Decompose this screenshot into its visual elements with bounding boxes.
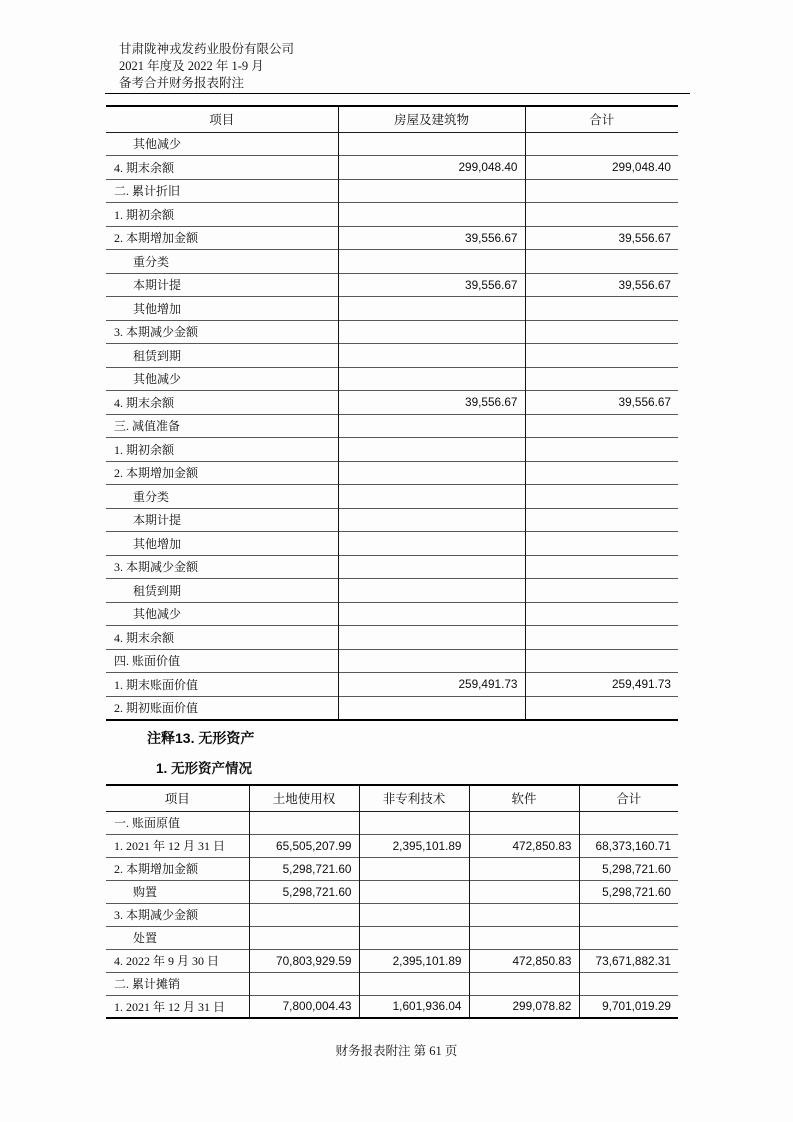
cell-value xyxy=(525,297,678,321)
row-label: 一. 账面原值 xyxy=(106,811,249,834)
cell-value xyxy=(338,367,525,391)
document-header xyxy=(119,41,294,92)
cell-value: 5,298,721.60 xyxy=(579,880,678,903)
table-row xyxy=(106,903,678,926)
row-label: 4. 期末余额 xyxy=(106,391,338,415)
table-row xyxy=(106,579,678,603)
cell-value: 9,701,019.29 xyxy=(579,995,678,1018)
cell-value xyxy=(359,880,469,903)
cell-value xyxy=(249,972,359,995)
row-label: 1. 期初余额 xyxy=(106,203,338,227)
table-row xyxy=(106,649,678,673)
cell-value xyxy=(525,485,678,509)
cell-value xyxy=(579,972,678,995)
row-label: 租赁到期 xyxy=(106,579,338,603)
table-row xyxy=(106,626,678,650)
cell-value xyxy=(338,532,525,556)
cell-value xyxy=(525,179,678,203)
cell-value: 39,556.67 xyxy=(525,226,678,250)
cell-value xyxy=(338,344,525,368)
report-title: 备考合并财务报表附注 xyxy=(119,76,245,90)
column-header: 合计 xyxy=(525,106,678,132)
cell-value: 39,556.67 xyxy=(338,273,525,297)
cell-value: 299,078.82 xyxy=(469,995,579,1018)
table-row xyxy=(106,485,678,509)
cell-value xyxy=(249,811,359,834)
cell-value xyxy=(338,649,525,673)
table-header-row xyxy=(106,106,678,132)
table-row xyxy=(106,344,678,368)
cell-value xyxy=(579,903,678,926)
cell-value xyxy=(525,414,678,438)
cell-value xyxy=(469,811,579,834)
row-label: 重分类 xyxy=(106,250,338,274)
row-label: 二. 累计折旧 xyxy=(106,179,338,203)
table-row xyxy=(106,972,678,995)
cell-value: 2,395,101.89 xyxy=(359,834,469,857)
cell-value xyxy=(249,903,359,926)
table-row xyxy=(106,926,678,949)
table-row xyxy=(106,857,678,880)
cell-value: 5,298,721.60 xyxy=(249,880,359,903)
table-row xyxy=(106,995,678,1018)
table-row xyxy=(106,273,678,297)
cell-value: 39,556.67 xyxy=(338,391,525,415)
row-label: 1. 期末账面价值 xyxy=(106,673,338,697)
header-divider-rule xyxy=(105,93,690,94)
cell-value xyxy=(338,508,525,532)
cell-value xyxy=(338,320,525,344)
table-row xyxy=(106,367,678,391)
cell-value xyxy=(469,926,579,949)
column-header: 项目 xyxy=(106,106,338,132)
row-label: 其他增加 xyxy=(106,532,338,556)
cell-value xyxy=(579,926,678,949)
column-header: 非专利技术 xyxy=(359,785,469,811)
section-subtitle-intangibles: 1. 无形资产情况 xyxy=(156,761,253,776)
cell-value xyxy=(338,250,525,274)
cell-value: 7,800,004.43 xyxy=(249,995,359,1018)
cell-value: 5,298,721.60 xyxy=(249,857,359,880)
section-title-note13: 注释13. 无形资产 xyxy=(147,730,255,746)
cell-value xyxy=(525,508,678,532)
cell-value: 2,395,101.89 xyxy=(359,949,469,972)
table-row xyxy=(106,250,678,274)
cell-value xyxy=(338,696,525,720)
cell-value: 472,850.83 xyxy=(469,834,579,857)
table-row xyxy=(106,179,678,203)
cell-value xyxy=(359,857,469,880)
column-header: 软件 xyxy=(469,785,579,811)
row-label: 2. 本期增加金额 xyxy=(106,226,338,250)
cell-value: 68,373,160.71 xyxy=(579,834,678,857)
table-row xyxy=(106,226,678,250)
cell-value xyxy=(338,414,525,438)
table-row xyxy=(106,320,678,344)
cell-value xyxy=(338,626,525,650)
cell-value xyxy=(525,649,678,673)
cell-value xyxy=(525,344,678,368)
table-row xyxy=(106,602,678,626)
cell-value xyxy=(525,367,678,391)
cell-value xyxy=(338,203,525,227)
row-label: 其他减少 xyxy=(106,367,338,391)
cell-value xyxy=(469,880,579,903)
table-row xyxy=(106,880,678,903)
row-label: 本期计提 xyxy=(106,273,338,297)
cell-value: 65,505,207.99 xyxy=(249,834,359,857)
cell-value xyxy=(338,132,525,156)
table-row xyxy=(106,438,678,462)
cell-value xyxy=(338,485,525,509)
table-row xyxy=(106,949,678,972)
cell-value: 5,298,721.60 xyxy=(579,857,678,880)
row-label: 购置 xyxy=(106,880,249,903)
row-label: 4. 2022 年 9 月 30 日 xyxy=(106,949,249,972)
row-label: 本期计提 xyxy=(106,508,338,532)
cell-value xyxy=(469,972,579,995)
cell-value: 259,491.73 xyxy=(338,673,525,697)
column-header: 土地使用权 xyxy=(249,785,359,811)
row-label: 4. 期末余额 xyxy=(106,626,338,650)
table-row xyxy=(106,156,678,180)
company-name: 甘肃陇神戎发药业股份有限公司 xyxy=(119,42,295,56)
table-row xyxy=(106,696,678,720)
table-row xyxy=(106,555,678,579)
row-label: 租赁到期 xyxy=(106,344,338,368)
cell-value xyxy=(359,811,469,834)
row-label: 其他减少 xyxy=(106,602,338,626)
row-label: 1. 2021 年 12 月 31 日 xyxy=(106,834,249,857)
cell-value xyxy=(338,461,525,485)
cell-value: 299,048.40 xyxy=(338,156,525,180)
row-label: 3. 本期减少金额 xyxy=(106,555,338,579)
page-footer: 财务报表附注 第 61 页 xyxy=(335,1044,458,1058)
cell-value xyxy=(525,438,678,462)
cell-value xyxy=(338,555,525,579)
table-row xyxy=(106,532,678,556)
row-label: 3. 本期减少金额 xyxy=(106,903,249,926)
fixed-assets-depreciation-table xyxy=(106,105,678,721)
table-row xyxy=(106,132,678,156)
cell-value xyxy=(359,926,469,949)
cell-value xyxy=(525,203,678,227)
cell-value xyxy=(469,903,579,926)
cell-value xyxy=(525,532,678,556)
table-row xyxy=(106,508,678,532)
table-row xyxy=(106,834,678,857)
cell-value xyxy=(525,250,678,274)
cell-value xyxy=(525,579,678,603)
cell-value xyxy=(525,320,678,344)
cell-value xyxy=(338,438,525,462)
cell-value: 39,556.67 xyxy=(525,273,678,297)
cell-value: 39,556.67 xyxy=(525,391,678,415)
cell-value xyxy=(359,972,469,995)
cell-value: 1,601,936.04 xyxy=(359,995,469,1018)
cell-value xyxy=(525,626,678,650)
table-row xyxy=(106,461,678,485)
row-label: 3. 本期减少金额 xyxy=(106,320,338,344)
table-row xyxy=(106,414,678,438)
cell-value xyxy=(359,903,469,926)
cell-value: 259,491.73 xyxy=(525,673,678,697)
cell-value xyxy=(338,579,525,603)
row-label: 二. 累计摊销 xyxy=(106,972,249,995)
cell-value xyxy=(525,555,678,579)
row-label: 其他减少 xyxy=(106,132,338,156)
cell-value xyxy=(525,461,678,485)
row-label: 1. 期初余额 xyxy=(106,438,338,462)
column-header: 房屋及建筑物 xyxy=(338,106,525,132)
row-label: 四. 账面价值 xyxy=(106,649,338,673)
table-row xyxy=(106,203,678,227)
cell-value: 299,048.40 xyxy=(525,156,678,180)
cell-value: 472,850.83 xyxy=(469,949,579,972)
row-label: 重分类 xyxy=(106,485,338,509)
table-row xyxy=(106,811,678,834)
row-label: 4. 期末余额 xyxy=(106,156,338,180)
table-row xyxy=(106,673,678,697)
row-label: 2. 本期增加金额 xyxy=(106,857,249,880)
row-label: 2. 本期增加金额 xyxy=(106,461,338,485)
row-label: 1. 2021 年 12 月 31 日 xyxy=(106,995,249,1018)
intangible-assets-table xyxy=(106,784,678,1019)
row-label: 2. 期初账面价值 xyxy=(106,696,338,720)
cell-value xyxy=(525,602,678,626)
row-label: 处置 xyxy=(106,926,249,949)
cell-value: 73,671,882.31 xyxy=(579,949,678,972)
cell-value xyxy=(338,602,525,626)
cell-value: 70,803,929.59 xyxy=(249,949,359,972)
cell-value xyxy=(338,179,525,203)
cell-value xyxy=(249,926,359,949)
cell-value xyxy=(338,297,525,321)
row-label: 其他增加 xyxy=(106,297,338,321)
cell-value xyxy=(579,811,678,834)
table-header-row xyxy=(106,785,678,811)
column-header: 项目 xyxy=(106,785,249,811)
cell-value xyxy=(525,696,678,720)
cell-value: 39,556.67 xyxy=(338,226,525,250)
row-label: 三. 减值准备 xyxy=(106,414,338,438)
cell-value xyxy=(469,857,579,880)
table-row xyxy=(106,391,678,415)
table-row xyxy=(106,297,678,321)
report-period: 2021 年度及 2022 年 1-9 月 xyxy=(119,59,264,73)
column-header: 合计 xyxy=(579,785,678,811)
cell-value xyxy=(525,132,678,156)
